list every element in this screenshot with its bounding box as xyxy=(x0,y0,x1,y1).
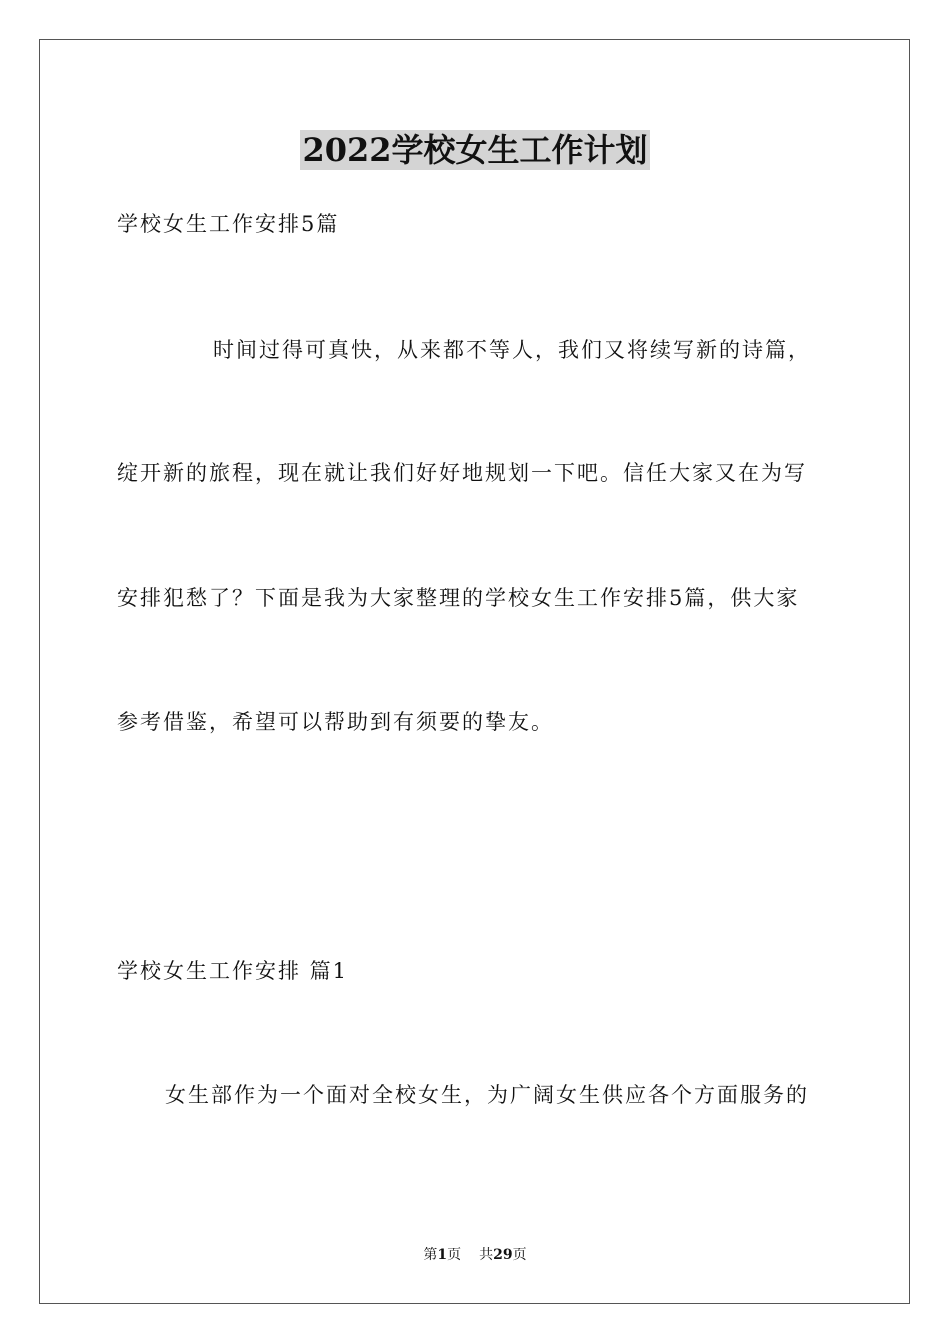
footer-total-unit: 页 xyxy=(512,1247,527,1263)
intro-line-1: 时间过得可真快，从来都不等人，我们又将续写新的诗篇， xyxy=(213,338,811,362)
document-title: 2022学校女生工作计划 xyxy=(302,131,648,169)
intro-line-2: 绽开新的旅程，现在就让我们好好地规划一下吧。信任大家又在为写 xyxy=(117,461,807,485)
section-first-line: 女生部作为一个面对全校女生，为广阔女生供应各个方面服务的 xyxy=(165,1083,809,1107)
document-subtitle: 学校女生工作安排5篇 xyxy=(117,212,340,236)
footer-total-prefix: 共 xyxy=(479,1247,494,1263)
intro-line-4: 参考借鉴，希望可以帮助到有须要的挚友。 xyxy=(117,710,554,734)
section-heading: 学校女生工作安排 篇1 xyxy=(117,959,349,983)
footer-page-prefix: 第 xyxy=(423,1247,438,1263)
intro-line-3: 安排犯愁了？下面是我为大家整理的学校女生工作安排5篇，供大家 xyxy=(117,586,800,610)
footer-page-unit: 页 xyxy=(447,1247,462,1263)
footer-page-number: 1 xyxy=(437,1247,448,1263)
footer-total-pages: 29 xyxy=(493,1247,513,1263)
page-footer xyxy=(0,1246,950,1264)
document-title-block xyxy=(0,130,950,176)
